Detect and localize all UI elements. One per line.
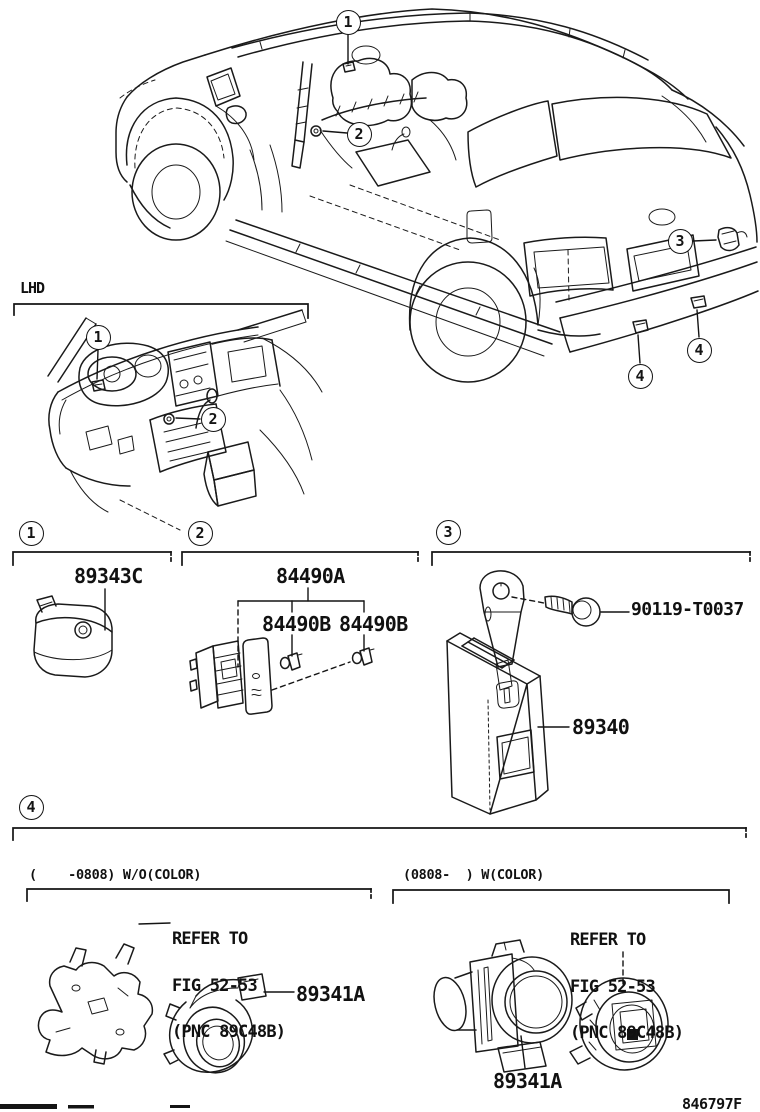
car-callout-4-left: [628, 364, 653, 389]
lhd-bracket: [14, 304, 308, 318]
car-illustration: [116, 9, 758, 382]
section-3-badge: [436, 520, 461, 545]
dash-callout-2-number: 2: [208, 410, 218, 428]
section4-left-bracket: [27, 889, 371, 901]
car-callout-2: [347, 122, 372, 147]
refer-note-right-line1: REFER TO: [570, 930, 646, 950]
part-number-bulb-right: 84490B: [339, 612, 408, 636]
dash-top-sensor-icon: [343, 62, 355, 72]
variant-header-left: ( -0808) W/O(COLOR): [29, 867, 202, 883]
refer-note-right-line3: (PNC 89C48B): [570, 1023, 684, 1043]
car-callout-4-left-number: 4: [635, 367, 645, 385]
refer-note-left-line1: REFER TO: [172, 929, 248, 949]
dash-callout2-leader: [176, 418, 200, 419]
dash-callout-1-number: 1: [93, 328, 103, 346]
dash-callout1-leader: [97, 350, 98, 379]
car-callout-1: [336, 10, 361, 35]
section3-bracket: [432, 552, 750, 565]
cutoff-marks: [0, 1104, 190, 1109]
bulb-right-illustration: [353, 648, 375, 665]
callout3-part-icon: [718, 228, 747, 251]
refer-note-right: [570, 902, 683, 1073]
part-number-sensor-right: 89341A: [493, 1069, 562, 1093]
car-callout2-leader: [323, 131, 347, 133]
part-number-switch: 84490A: [276, 564, 345, 588]
part-number-sensor-left: 89341A: [296, 982, 365, 1006]
car-callout-2-number: 2: [354, 125, 364, 143]
dash-callout-1: [86, 325, 111, 350]
switch-illustration: [190, 638, 272, 714]
section-3-number: 3: [443, 523, 453, 541]
refer-note-right-line2: FIG 52-53: [570, 976, 655, 997]
refer-note-left: [172, 901, 285, 1072]
section-2-number: 2: [195, 524, 205, 542]
car-callout3-leader: [693, 240, 716, 241]
rear-sensor-left-icon: [633, 320, 648, 333]
part-number-buzzer: 89343C: [74, 564, 143, 588]
section-4-number: 4: [26, 798, 36, 816]
refer-left-leader: [139, 923, 170, 924]
section-4-badge: [19, 795, 44, 820]
dash-sensor2-icon: [164, 414, 174, 424]
part-number-computer: 89340: [572, 715, 630, 739]
sensor-new-illustration: [429, 940, 572, 1072]
retainer-clip-illustration: [38, 944, 152, 1064]
section-1-badge: [19, 521, 44, 546]
car-callout-4-right-number: 4: [694, 341, 704, 359]
drawing-code: 846797F: [682, 1095, 742, 1112]
variant-header-right: (0808- ) W(COLOR): [403, 867, 544, 883]
rear-sensor-right-icon: [691, 296, 706, 308]
console-sensor-icon: [311, 126, 321, 136]
buzzer-illustration: [34, 596, 112, 677]
lhd-label: LHD: [20, 279, 45, 297]
dash-callout-2: [201, 407, 226, 432]
section4-bracket: [13, 828, 746, 840]
ecu-illustration: [447, 633, 548, 814]
part-number-bulb-left: 84490B: [262, 612, 331, 636]
car-callout-1-number: 1: [343, 13, 353, 31]
car-callout4a-leader: [638, 335, 640, 363]
car-callout4b-leader: [697, 310, 699, 337]
part-number-screw: 90119-T0037: [631, 599, 744, 620]
car-callout-4-right: [687, 338, 712, 363]
refer-note-left-line3: (PNC 89C48B): [172, 1022, 286, 1042]
bulb-left-illustration: [281, 653, 303, 670]
car-callout-3: [668, 229, 693, 254]
bulb-dashed-leader: [272, 662, 350, 690]
section-1-number: 1: [26, 524, 36, 542]
sensor-right-leader: [521, 1036, 525, 1068]
car-callout-3-number: 3: [675, 232, 685, 250]
refer-note-left-line2: FIG 52-53: [172, 975, 257, 996]
section-2-badge: [188, 521, 213, 546]
